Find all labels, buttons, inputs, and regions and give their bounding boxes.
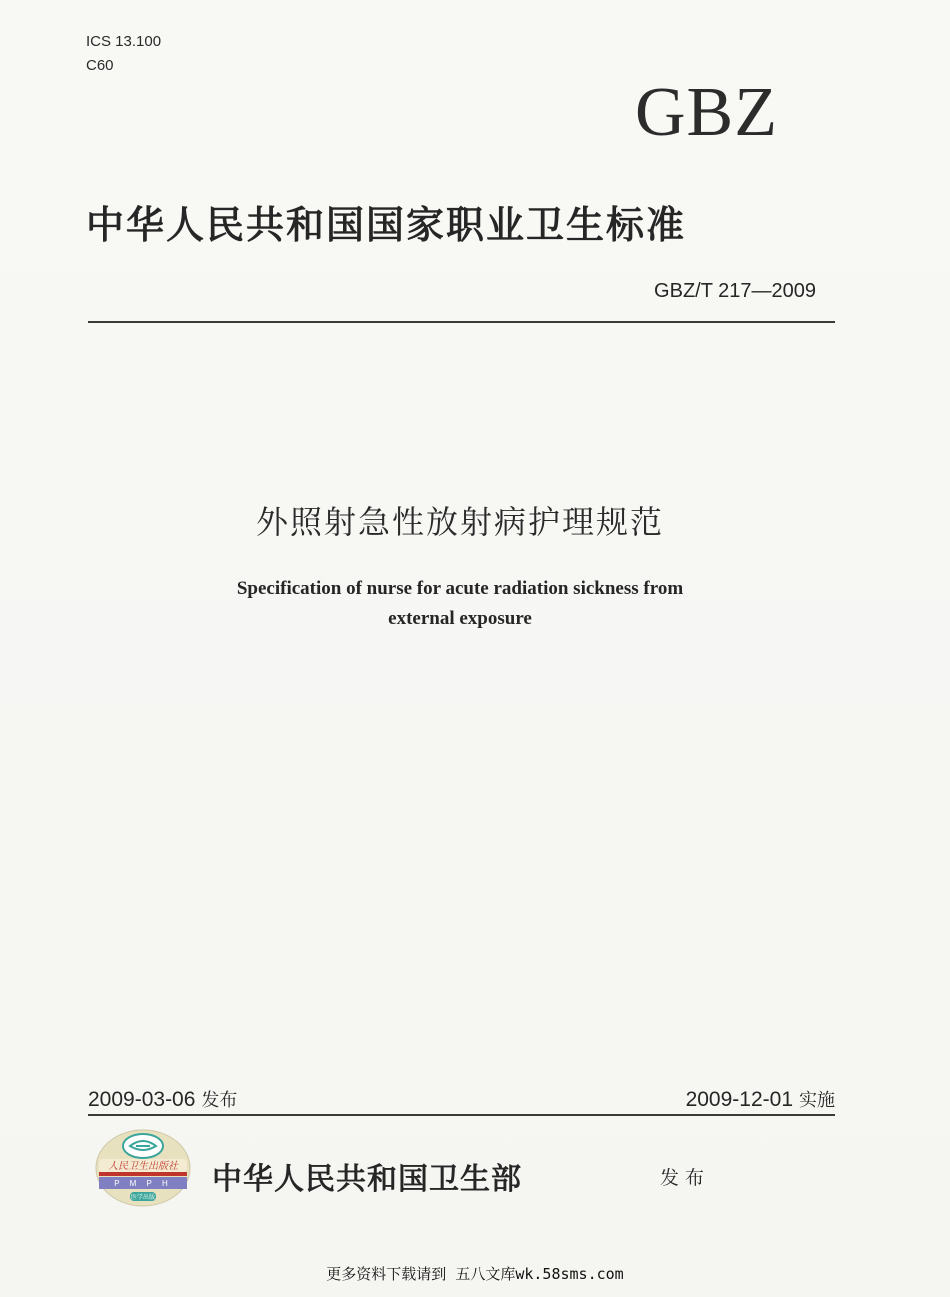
document-title-en-line1: Specification of nurse for acute radiation sickness from [236, 578, 684, 599]
implement-date [686, 1086, 835, 1112]
issue-date [88, 1086, 237, 1112]
classification-codes [86, 30, 161, 78]
implement-date-suffix: 实施 [799, 1090, 835, 1111]
ics-code: ICS 13.100 [86, 33, 162, 50]
document-title-en-line2: external exposure [388, 608, 532, 629]
ccs-code: C60 [86, 57, 114, 74]
document-title-en [0, 574, 920, 634]
issue-date-suffix: 发布 [201, 1090, 238, 1111]
issuer-name: 中华人民共和国卫生部 [212, 1162, 522, 1197]
document-title-cn: 外照射急性放射病护理规范 [255, 503, 664, 541]
header-divider [88, 321, 835, 323]
svg-text:人民卫生出版社: 人民卫生出版社 [108, 1161, 178, 1172]
issuer-suffix: 发布 [660, 1167, 711, 1189]
publisher-logo-icon [94, 1128, 192, 1208]
implement-date-value: 2009-12-01 [685, 1088, 793, 1111]
footer-download-note: 更多资料下载请到 五八文库wk.58sms.com [326, 1265, 624, 1283]
standard-mark: GBZ [635, 74, 778, 151]
standard-title: 中华人民共和国国家职业卫生标准 [86, 202, 687, 247]
standard-code: GBZ/T 217—2009 [654, 280, 816, 302]
svg-text:医学出版: 医学出版 [130, 1194, 156, 1201]
issue-date-value: 2009-03-06 [88, 1088, 196, 1111]
footer-divider [88, 1114, 835, 1116]
svg-text:P M P H: P M P H [114, 1179, 172, 1188]
